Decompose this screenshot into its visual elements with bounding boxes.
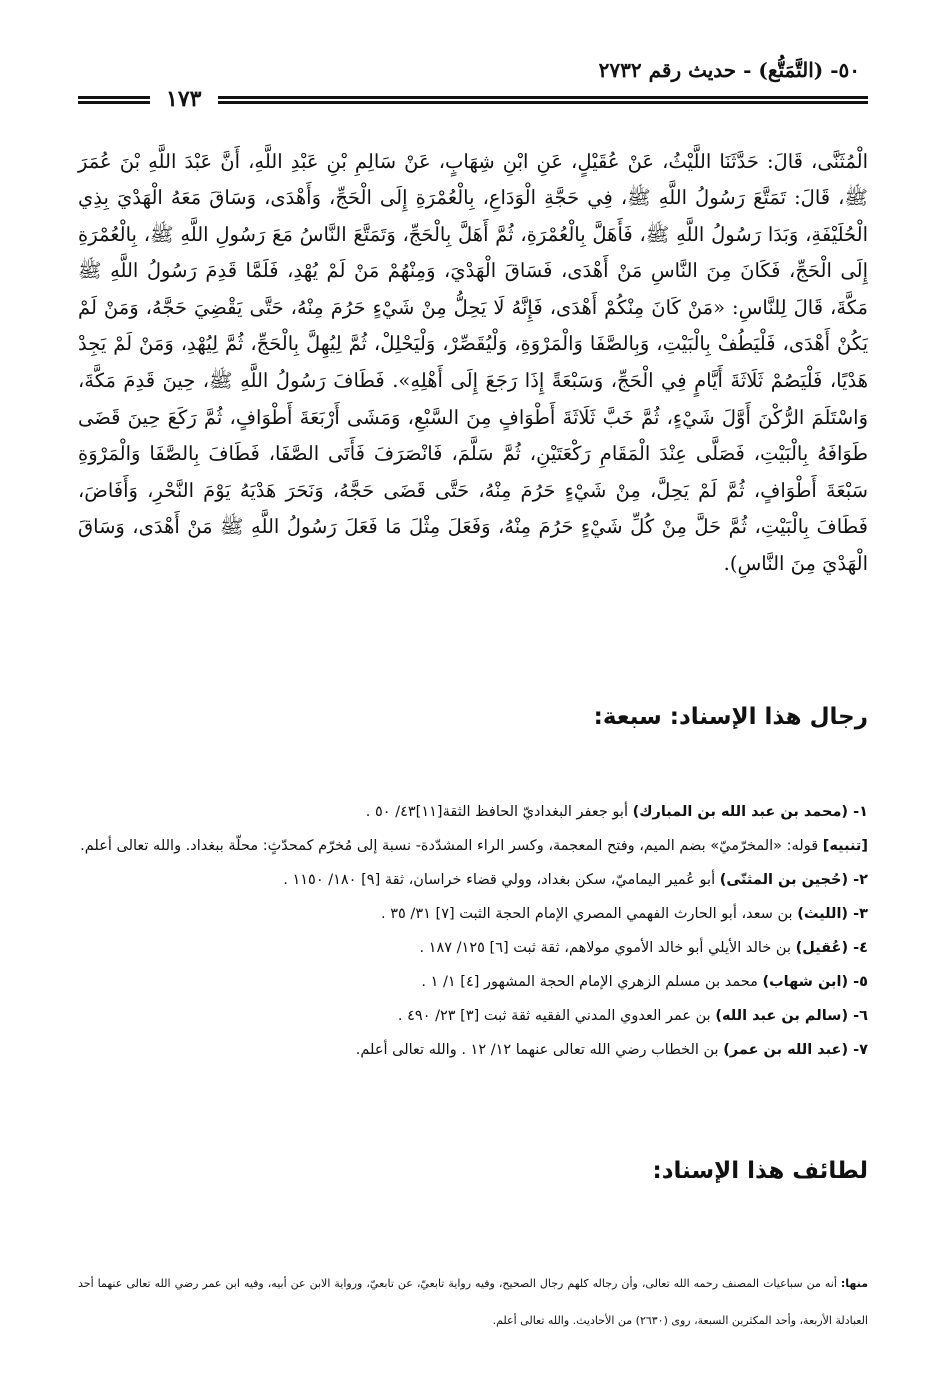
narrator-entry: ١- (محمد بن عبد الله بن المبارك) أبو جعفر البغداديّ الحافظ الثقة[١١]٤٣/ ٥٠ . xyxy=(365,804,868,820)
narrator-entry: ٢- (حُجين بن المثنّى) أبو عُمير اليماميّ، سكن بغداد، وولي قضاء خراسان، ثقة [٩] ١٨٠/ ١١٥٠ . xyxy=(283,872,868,888)
hadith-text: الْمُثَنَّى، قَالَ: حَدَّثَنَا اللَّيْثُ، عَنْ عُقَيْلٍ، عَنِ ابْنِ شِهَابٍ، عَنْ سَالِمِ بْنِ عَبْدِ اللَّهِ، أَنَّ عَبْدَ اللَّهِ بْنَ عُمَرَ ﷺ، قَالَ: تَمَتَّعَ رَسُولُ اللَّهِ ﷺ، فِي حَجَّةِ الْوَدَاعِ، بِالْعُمْرَةِ إِلَى الْحَجِّ، وَأَهْدَى، وَسَاقَ مَعَهُ الْهَدْيَ بِذِي الْحُلَيْفَةِ، وَبَدَا رَسُولُ اللَّهِ ﷺ، فَأَهَلَّ بِالْعُمْرَةِ، ثُمَّ أَهَلَّ بِالْحَجِّ، وَتَمَتَّعَ النَّاسُ مَعَ رَسُولِ اللَّهِ ﷺ، بِالْعُمْرَةِ إِلَى الْحَجِّ، فَكَانَ مِنَ النَّاسِ مَنْ أَهْدَى، فَسَاقَ الْهَدْيَ، وَمِنْهُمْ مَنْ لَمْ يُهْدِ، فَلَمَّا قَدِمَ رَسُولُ اللَّهِ ﷺ مَكَّةَ، قَالَ لِلنَّاسِ: «مَنْ كَانَ مِنْكُمْ أَهْدَى، فَإِنَّهُ لَا يَحِلُّ مِنْ شَيْءٍ حَرُمَ مِنْهُ، حَتَّى يَقْضِيَ حَجَّهُ، وَمَنْ لَمْ يَكُنْ أَهْدَى، فَلْيَطُفْ بِالْبَيْتِ، وَبِالصَّفَا وَالْمَرْوَةِ، وَلْيُقَصِّرْ، وَلْيَحْلِلْ، ثُمَّ لِيُهِلَّ بِالْحَجِّ، ثُمَّ لِيُهْدِ، وَمَنْ لَمْ يَجِدْ هَدْيًا، فَلْيَصُمْ ثَلَاثَةَ أَيَّامٍ فِي الْحَجِّ، وَسَبْعَةً إِذَا رَجَعَ إِلَى أَهْلِهِ». فَطَافَ رَسُولُ اللَّهِ ﷺ، حِينَ قَدِمَ مَكَّةَ، وَاسْتَلَمَ الرُّكْنَ أَوَّلَ شَيْءٍ، ثُمَّ خَبَّ ثَلَاثَةَ أَطْوَافٍ مِنَ السَّبْعِ، وَمَشَى أَرْبَعَةَ أَطْوَافٍ، ثُمَّ رَكَعَ حِينَ قَضَى طَوَافَهُ بِالْبَيْتِ، فَصَلَّى عِنْدَ الْمَقَامِ رَكْعَتَيْنِ، ثُمَّ سَلَّمَ، فَانْصَرَفَ فَأَتَى الصَّفَا، فَطَافَ بِالصَّفَا وَالْمَرْوَةِ سَبْعَةَ أَطْوَافٍ، ثُمَّ لَمْ يَحِلَّ، مِنْ شَيْءٍ حَرُمَ مِنْهُ، حَتَّى قَضَى حَجَّهُ، وَنَحَرَ هَدْيَهُ يَوْمَ النَّحْرِ، وَأَفَاضَ، فَطَافَ بِالْبَيْتِ، ثُمَّ حَلَّ مِنْ كُلِّ شَيْءٍ حَرُمَ مِنْهُ، وَفَعَلَ مِثْلَ مَا فَعَلَ رَسُولُ اللَّهِ ﷺ مَنْ أَهْدَى، وَسَاقَ الْهَدْيَ مِنَ النَّاسِ). xyxy=(78,149,868,576)
narrator-entry: ٦- (سالم بن عبد الله) بن عمر العدوي المدني الفقيه ثقة ثبت [٣] ٢٣/ ٤٩٠ . xyxy=(397,1008,868,1024)
header-rule-short xyxy=(78,96,150,110)
note-entry: [تنبيه] قوله: «المخرّميّ» بضم الميم، وفتح المعجمة، وكسر الراء المشدّدة- نسبة إلى مُخرّم كمحدّثٍ: محلّة ببغداد. والله تعالى أعلم. xyxy=(80,838,868,854)
narrators-list xyxy=(78,796,868,1068)
narrator-entry: ٤- (عُقيل) بن خالد الأيلي أبو خالد الأموي مولاهم، ثقة ثبت [٦] ١٢٥/ ١٨٧ . xyxy=(419,940,868,956)
narrator-entry: ٥- (ابن شهاب) محمد بن مسلم الزهري الإمام الحجة المشهور [٤] ١/ ١ . xyxy=(421,974,868,990)
lataif-text: منها: أنه من سباعيات المصنف رحمه الله تعالى، وأن رجاله كلهم رجال الصحيح، وفيه رواية تابعيّ، عن تابعيّ، ورواية الابن عن أبيه، وفيه ابن عمر رضي الله تعالى عنهما أحد العبادلة الأربعة، وأحد المكثرين السبعة، روى (٢٦٣٠) من الأحاديث. والله تعالى أعلم. xyxy=(78,1277,868,1327)
narrator-entry: ٧- (عبد الله بن عمر) بن الخطاب رضي الله تعالى عنهما ١٢/ ١٢ . والله تعالى أعلم. xyxy=(355,1042,868,1058)
page-number: ١٧٣ xyxy=(166,86,202,112)
book-page xyxy=(78,50,868,1327)
running-head xyxy=(78,50,868,86)
narrator-entry: ٣- (الليث) بن سعد، أبو الحارث الفهمي المصري الإمام الحجة الثبت [٧] ٣١/ ٣٥ . xyxy=(381,906,868,922)
isnad-heading: رجال هذا الإسناد: سبعة: xyxy=(593,704,868,730)
header-rule xyxy=(218,96,868,110)
lataif-heading: لطائف هذا الإسناد: xyxy=(652,1158,868,1184)
running-title: ٥٠- (التَّمَتُّع) - حديث رقم ٢٧٣٢ xyxy=(598,58,860,82)
